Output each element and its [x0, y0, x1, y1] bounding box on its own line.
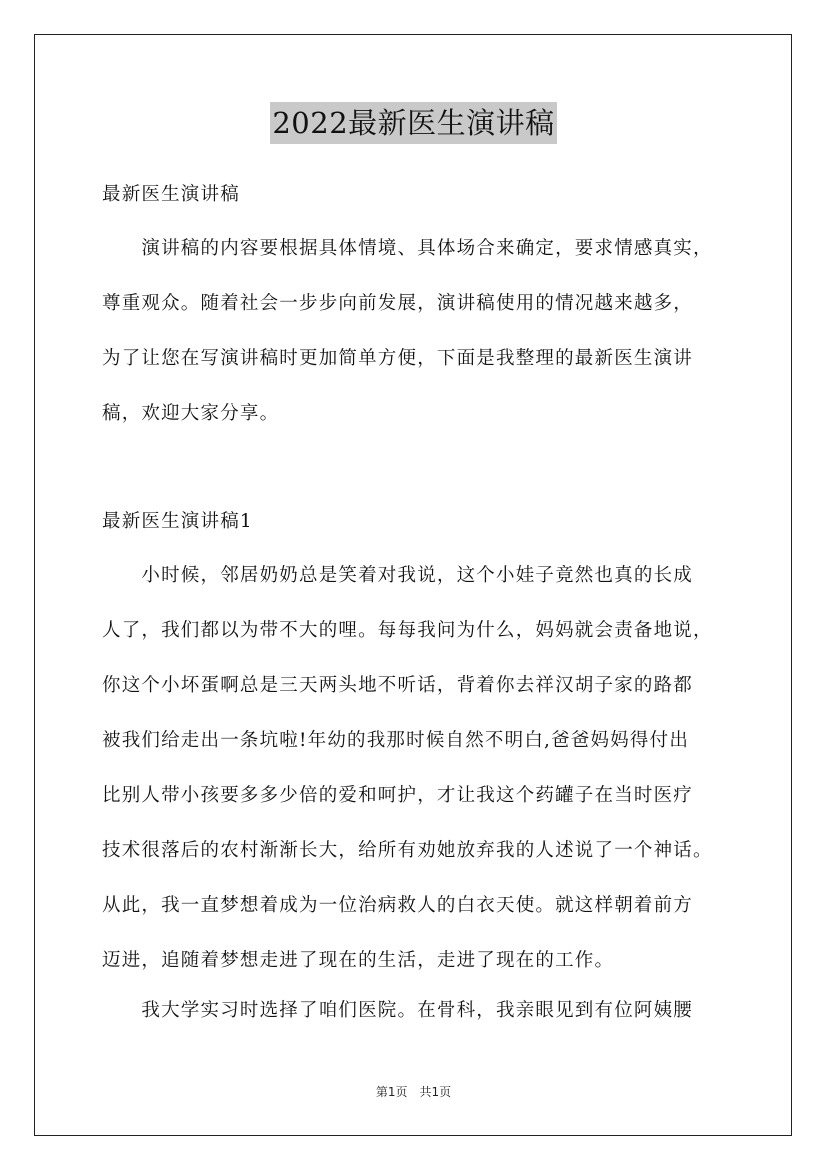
- paragraph-line: 为了让您在写演讲稿时更加简单方便，下面是我整理的最新医生演讲: [102, 348, 694, 369]
- title-container: [0, 102, 827, 144]
- paragraph-line: 小时候，邻居奶奶总是笑着对我说，这个小娃子竟然也真的长成: [102, 565, 694, 586]
- heading-text: 最新医生演讲稿: [102, 184, 240, 205]
- paragraph-line: 我大学实习时选择了咱们医院。在骨科，我亲眼见到有位阿姨腰: [102, 1000, 694, 1021]
- paragraph-line: 尊重观众。随着社会一步步向前发展，演讲稿使用的情况越来越多，: [102, 293, 694, 314]
- paragraph-line: 从此，我一直梦想着成为一位治病救人的白衣天使。就这样朝着前方: [102, 895, 694, 916]
- paragraph-line: 技术很落后的农村渐渐长大，给所有劝她放弃我的人述说了一个神话。: [102, 840, 713, 861]
- paragraph-line: 比别人带小孩要多多少倍的爱和呵护，才让我这个药罐子在当时医疗: [102, 785, 694, 806]
- heading-text: 最新医生演讲稿1: [102, 511, 253, 532]
- page-number: 第1页 共1页: [375, 1085, 452, 1099]
- paragraph-line: 你这个小坏蛋啊总是三天两头地不听话，背着你去祥汉胡子家的路都: [102, 675, 694, 696]
- paragraph-line: 稿，欢迎大家分享。: [102, 403, 280, 424]
- page-footer: [0, 1083, 827, 1100]
- paragraph-line: 被我们给走出一条坑啦!年幼的我那时候自然不明白,爸爸妈妈得付出: [102, 730, 690, 751]
- paragraph-line: 演讲稿的内容要根据具体情境、具体场合来确定，要求情感真实，: [102, 238, 713, 259]
- document-title: 2022最新医生演讲稿: [270, 102, 556, 144]
- paragraph-line: 人了，我们都以为带不大的哩。每每我问为什么，妈妈就会责备地说，: [102, 620, 713, 641]
- paragraph-line: 迈进，追随着梦想走进了现在的生活，走进了现在的工作。: [102, 950, 615, 971]
